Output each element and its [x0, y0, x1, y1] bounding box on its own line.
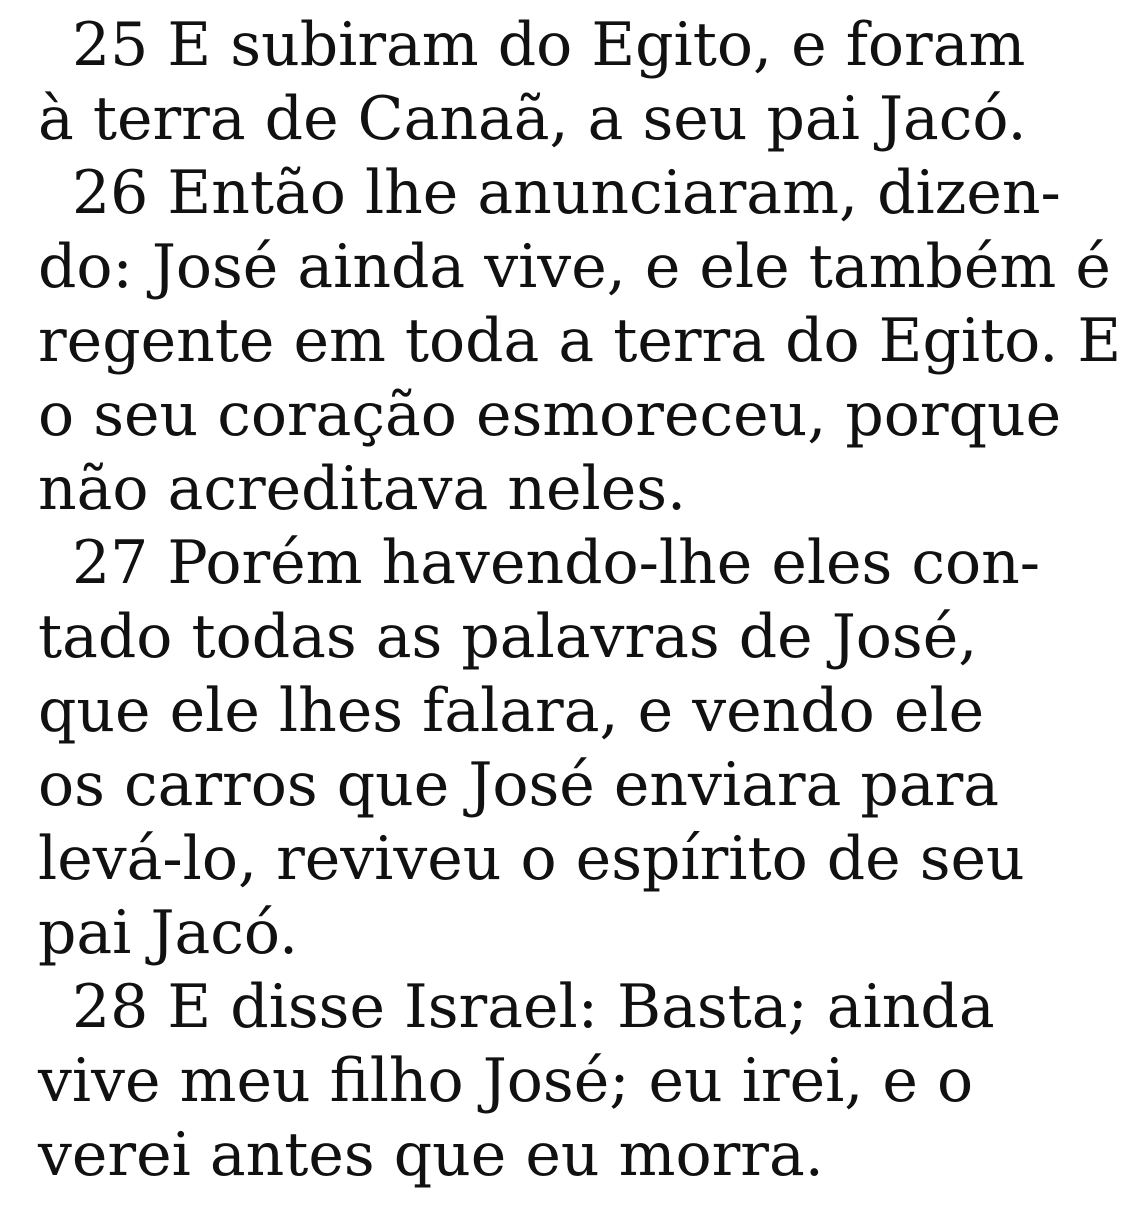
verse-line: 26 Então lhe anunciaram, dizen- [72, 158, 1061, 228]
verse-line: vive meu filho José; eu irei, e o [38, 1046, 974, 1116]
verse-line: o seu coração esmoreceu, porque [38, 380, 1062, 450]
verse-line: pai Jacó. [38, 898, 299, 968]
verse-line: verei antes que eu morra. [38, 1120, 824, 1190]
verse-line: levá-lo, reviveu o espírito de seu [38, 824, 1025, 894]
verse-line: regente em toda a terra do Egito. E [38, 306, 1121, 376]
verse-line: à terra de Canaã, a seu pai Jacó. [38, 84, 1027, 154]
verse-line: não acreditava neles. [38, 454, 687, 524]
verse-line: os carros que José enviara para [38, 750, 1000, 820]
verse-line: 27 Porém havendo-lhe eles con- [72, 528, 1041, 598]
verse-line: tado todas as palavras de José, [38, 602, 978, 672]
verse-line: do: José ainda vive, e ele também é [38, 232, 1111, 302]
verse-line: que ele lhes falara, e vendo ele [38, 676, 985, 746]
verse-line: 25 E subiram do Egito, e foram [72, 10, 1026, 80]
verse-line: 28 E disse Israel: Basta; ainda [72, 972, 995, 1042]
